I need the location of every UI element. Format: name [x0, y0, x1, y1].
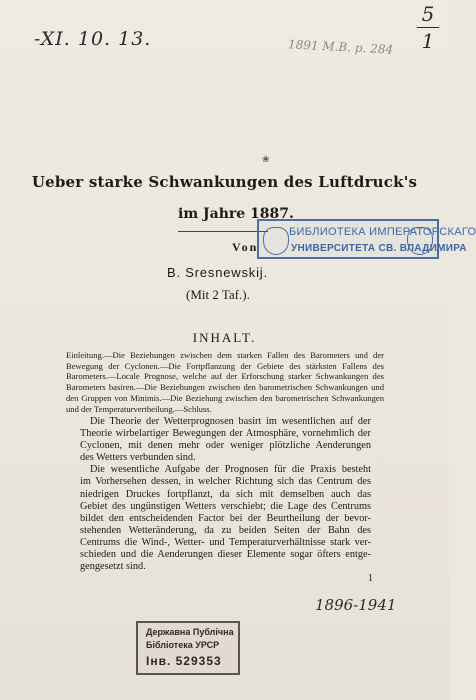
- pencil-note: 1891 M.B. p. 284: [287, 37, 394, 57]
- body-line: schieden und die Aenderungen dieser Elemente sogar öfters entge-: [80, 549, 371, 561]
- stamp-line: БИБЛИОТЕКА ИМПЕРАТОРСКАГО: [289, 226, 476, 238]
- stamp-line: УНИВЕРСИТЕТА СВ. ВЛАДИМИРА: [291, 243, 467, 254]
- contents-summary: Einleitung.—Die Beziehungen zwischen dem starken Fallen des Barometers und der Bewegung der Cyclonen.—Die Fortpflanzung der Gebiete des stärksten Fallens des Barometers.—Locale Prognose, welche auf der Erforschung starker Schwankungen des Barometers basiren.—Die Beziehungen zwischen den barometrischen Schwankungen und den Gruppen von Minimis.—Die Beziehung zwischen den barometrischen Schwankungen und der Temperaturvertheilung.—Schluss.: [66, 350, 384, 414]
- body-line: bildet den entscheidenden Factor bei der Beurtheilung der bevor-: [80, 512, 371, 524]
- body-line: Cyclonen, mit denen mehr oder weniger plötzliche Aenderungen: [80, 440, 371, 452]
- ornament-icon: ❀: [262, 154, 270, 164]
- crest-icon: [263, 227, 289, 255]
- shelf-number-top: 5: [421, 2, 435, 26]
- inventory-number: Інв. 529353: [146, 654, 222, 668]
- body-text: [80, 416, 371, 573]
- body-line: des Wetters verbunden sind.: [80, 452, 196, 464]
- library-stamp-blue: [257, 219, 476, 259]
- handwritten-date: -XI. 10. 13.: [34, 28, 152, 50]
- author-name: B. Sresnewskij.: [167, 265, 268, 280]
- body-line: stehenden Wetteränderung, da zu beiden Seiten der Bahn des: [80, 524, 371, 536]
- page-number: 1: [368, 573, 373, 584]
- body-line: gengesetzt sind.: [80, 561, 146, 573]
- library-stamp-inventory: [136, 621, 240, 675]
- body-line: Theorie wirbelartiger Bewegungen der Atmosphäre, vornehmlich der: [80, 428, 371, 440]
- contents-heading: INHALT.: [192, 330, 257, 345]
- body-line: Die wesentliche Aufgabe der Prognosen für die Praxis besteht: [90, 464, 371, 476]
- body-line: Gebiet des ungünstigen Wetters verschiebt; die Lage des Centrums: [80, 500, 371, 512]
- body-line: niedrigen Druckes fortpflanzt, da sich mit demselben auch das: [80, 488, 371, 500]
- body-line: Centrums die Wind-, Wetter- und Temperaturverhältnisse stark ver-: [80, 536, 371, 548]
- plates-note: (Mit 2 Taf.).: [186, 287, 250, 302]
- author-prefix: Von: [232, 240, 259, 254]
- handwritten-years: 1896-1941: [315, 596, 397, 614]
- body-line: im Vorhersehen dessen, in welcher Richtung sich das Centrum des: [80, 476, 371, 488]
- fraction-line: [417, 27, 439, 28]
- body-line: Die Theorie der Wetterprognosen basirt im wesentlichen auf der: [90, 416, 371, 427]
- shelf-number-bottom: 1: [421, 29, 435, 53]
- title-rule: [178, 231, 268, 232]
- article-title: Ueber starke Schwankungen des Luftdruck's: [31, 173, 418, 191]
- handwritten-shelf-number: [417, 2, 439, 53]
- stamp-line: Бібліотека УРСР: [146, 640, 220, 650]
- stamp-line: Державна Публічна: [146, 627, 234, 637]
- article-subtitle: im Jahre 1887.: [178, 206, 294, 222]
